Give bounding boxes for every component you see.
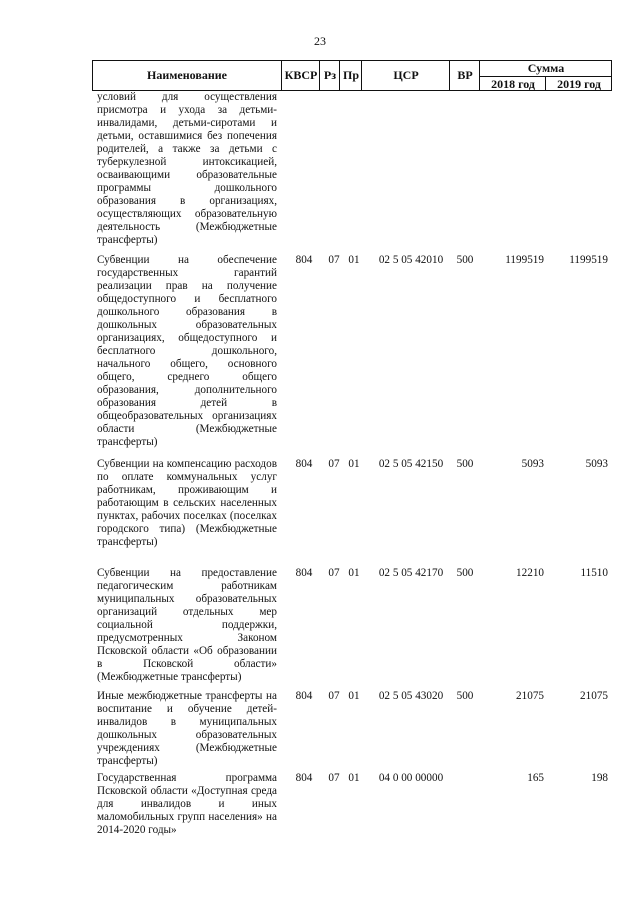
row-name: Государственная программа Псковской области «Доступная среда для инвалидов и иных маломобильных групп населения» на 2014-2020 годы»	[97, 772, 277, 836]
row-sum-2019: 1199519	[569, 254, 608, 266]
row-kvsr: 804	[295, 567, 313, 579]
row-sum-2019: 198	[591, 772, 608, 784]
row-csr: 02 5 05 42170	[378, 567, 444, 579]
row-name: Субвенции на обеспечение государственных гарантий реализации прав на получение общедоступного и бесплатного дошкольного образования в дошкольных образовательных организациях, общедоступного и бесплатного дошкольного, начального общего, основного общего, среднего общего образования, дополнительного образования детей в общеобразовательных организациях области (Межбюджетные трансферты)	[97, 254, 277, 448]
row-rz: 07	[328, 254, 340, 266]
header-year-2019: 2019 год	[545, 77, 612, 91]
row-rz: 07	[328, 772, 340, 784]
page-number: 23	[314, 34, 326, 48]
row-rz: 07	[328, 567, 340, 579]
row-csr: 02 5 05 43020	[378, 690, 444, 702]
header-csr: ЦСР	[361, 61, 450, 90]
header-year-2018: 2018 год	[479, 77, 546, 91]
row-rz: 07	[328, 458, 340, 470]
row-sum-2019: 21075	[580, 690, 608, 702]
row-sum-2018: 12210	[516, 567, 544, 579]
row-rz: 07	[328, 690, 340, 702]
row-pr: 01	[348, 458, 360, 470]
row-name: условий для осуществления присмотра и ухода за детьми-инвалидами, детьми-сиротами и детьми, оставшимися без попечения родителей, а также за детьми с туберкулезной интоксикацией, осваивающими образовательные программы дошкольного образования в организациях, осуществляющих образовательную деятельность (Межбюджетные трансферты)	[97, 91, 277, 246]
header-vr: ВР	[449, 61, 480, 90]
row-sum-2018: 5093	[521, 458, 544, 470]
row-name: Субвенции на предоставление педагогическим работникам муниципальных образовательных организаций отдельных мер социальной поддержки, предусмотренных Законом Псковской области «Об образовании в Псковской области» (Межбюджетные трансферты)	[97, 567, 277, 683]
row-pr: 01	[348, 254, 360, 266]
row-name: Субвенции на компенсацию расходов по оплате коммунальных услуг работникам, проживающим и работающим в сельских населенных пунктах, рабочих поселках (поселках городского типа) (Межбюджетные трансферты)	[97, 458, 277, 548]
row-vr: 500	[456, 690, 474, 702]
row-pr: 01	[348, 772, 360, 784]
row-pr: 01	[348, 567, 360, 579]
row-kvsr: 804	[295, 458, 313, 470]
row-sum-2019: 11510	[580, 567, 608, 579]
header-rz: Рз	[319, 61, 340, 90]
row-sum-2018: 165	[527, 772, 544, 784]
row-vr: 500	[456, 458, 474, 470]
header-sum: Сумма	[479, 61, 612, 77]
row-kvsr: 804	[295, 690, 313, 702]
row-csr: 04 0 00 00000	[378, 772, 444, 784]
row-name: Иные межбюджетные трансферты на воспитание и обучение детей-инвалидов в муниципальных дошкольных образовательных учреждениях (Межбюджетные трансферты)	[97, 690, 277, 767]
row-kvsr: 804	[295, 254, 313, 266]
row-sum-2018: 21075	[516, 690, 544, 702]
table-header	[92, 60, 612, 91]
row-sum-2019: 5093	[585, 458, 608, 470]
row-vr: 500	[456, 254, 474, 266]
header-name: Наименование	[147, 68, 227, 82]
row-sum-2018: 1199519	[505, 254, 544, 266]
header-pr: Пр	[339, 61, 362, 90]
header-kvsr: КВСР	[281, 61, 320, 90]
row-vr: 500	[456, 567, 474, 579]
row-pr: 01	[348, 690, 360, 702]
row-kvsr: 804	[295, 772, 313, 784]
row-csr: 02 5 05 42150	[378, 458, 444, 470]
row-csr: 02 5 05 42010	[378, 254, 444, 266]
